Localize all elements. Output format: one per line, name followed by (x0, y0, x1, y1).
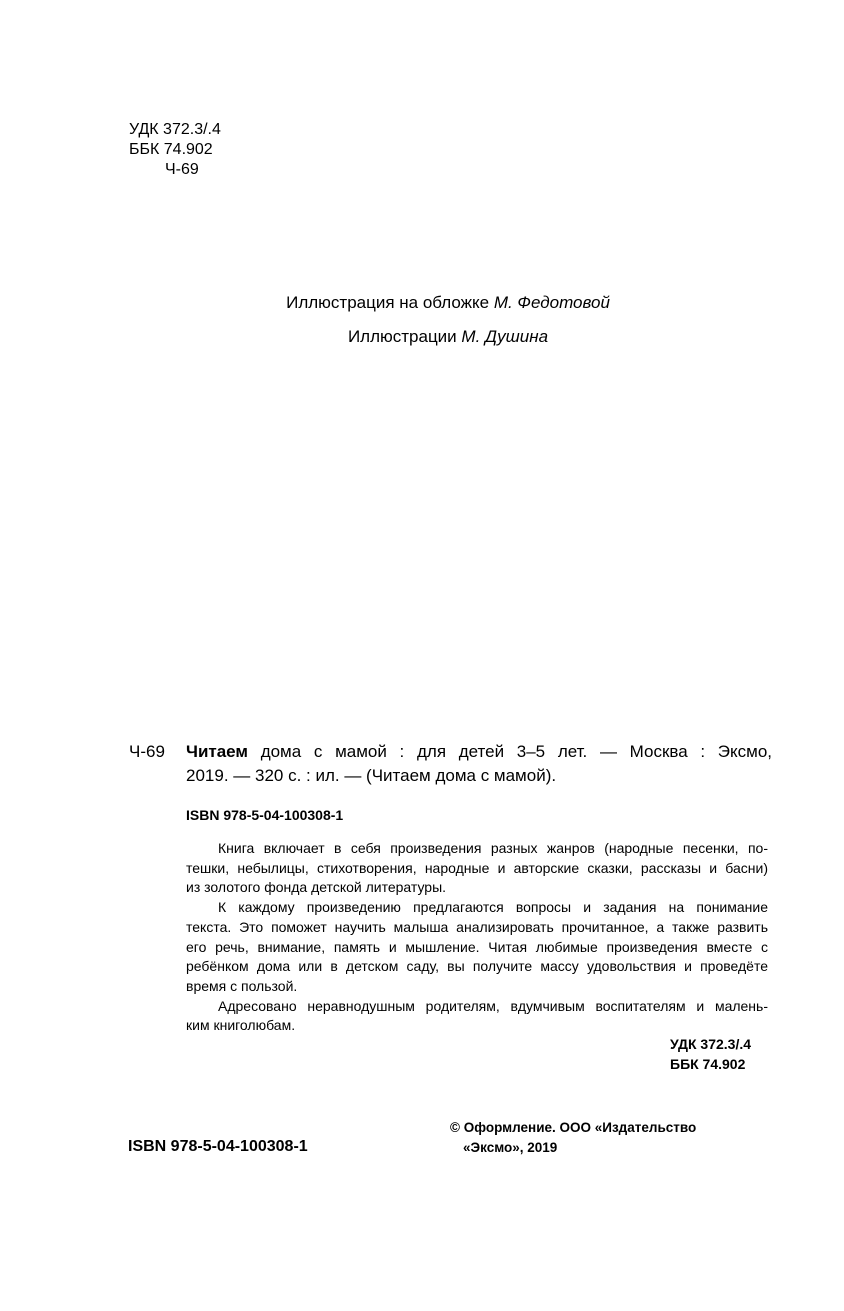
copyright-line-2: «Эксмо», 2019 (463, 1140, 558, 1155)
inner-artist-name: М. Душина (461, 327, 549, 346)
annotation-line: К каждому произведению предлагаются вопросы и задания на понимание (218, 899, 768, 916)
cover-illustration-credit (0, 293, 844, 313)
author-sign: Ч-69 (165, 161, 199, 178)
annotation-line: время с пользой. (186, 977, 298, 994)
cover-credit-label: Иллюстрация на обложке (286, 293, 490, 312)
bib-line-1-rest: дома с мамой : для детей 3–5 лет. — Москва : Эксмо, (260, 742, 772, 761)
annotation-line: его речь, внимание, память и мышление. Читая любимые произведения вместе с (186, 938, 768, 955)
footer-classification (670, 1034, 751, 1074)
classification-block (129, 120, 221, 180)
isbn-bottom: ISBN 978-5-04-100308-1 (128, 1138, 308, 1155)
annotation-line: Книга включает в себя произведения разных жанров (народные песенки, по- (218, 840, 768, 856)
annotation-paragraph-2 (186, 898, 768, 997)
bbk-code: ББК 74.902 (129, 141, 213, 158)
inner-credit-label: Иллюстрации (347, 327, 457, 346)
bib-author-sign: Ч-69 (129, 742, 165, 761)
copyright-line-1: © Оформление. ООО «Издательство (450, 1120, 697, 1135)
isbn-top: ISBN 978-5-04-100308-1 (186, 807, 344, 823)
bib-line-1 (186, 740, 772, 764)
annotation-line: ким книголюбам. (186, 1017, 296, 1034)
annotation-paragraph-1 (186, 839, 768, 898)
annotation (186, 839, 768, 1036)
udk-code: УДК 372.3/.4 (129, 121, 221, 138)
cover-artist-name: М. Федотовой (493, 293, 610, 312)
copyright-notice (450, 1118, 696, 1158)
annotation-line: из золотого фонда детской литературы. (186, 879, 447, 896)
bib-line-2: 2019. — 320 с. : ил. — (Читаем дома с мамой). (186, 766, 557, 785)
inner-illustration-credit (0, 327, 844, 347)
footer-udk-code: УДК 372.3/.4 (670, 1036, 752, 1052)
bib-title-bold: Читаем (186, 742, 248, 761)
bibliographic-description (186, 740, 772, 788)
annotation-paragraph-3 (186, 997, 768, 1036)
annotation-line: текста. Это поможет научить малыша анализировать прочитанное, а также развить (186, 918, 768, 935)
annotation-line: Адресовано неравнодушным родителям, вдумчивым воспитателям и малень- (218, 997, 768, 1014)
footer-bbk-code: ББК 74.902 (670, 1056, 746, 1072)
annotation-line: тешки, небылицы, стихотворения, народные и авторские сказки, рассказы и басни) (186, 859, 768, 876)
annotation-line: ребёнком дома или в детском саду, вы получите массу удовольствия и проведёте (186, 958, 768, 975)
